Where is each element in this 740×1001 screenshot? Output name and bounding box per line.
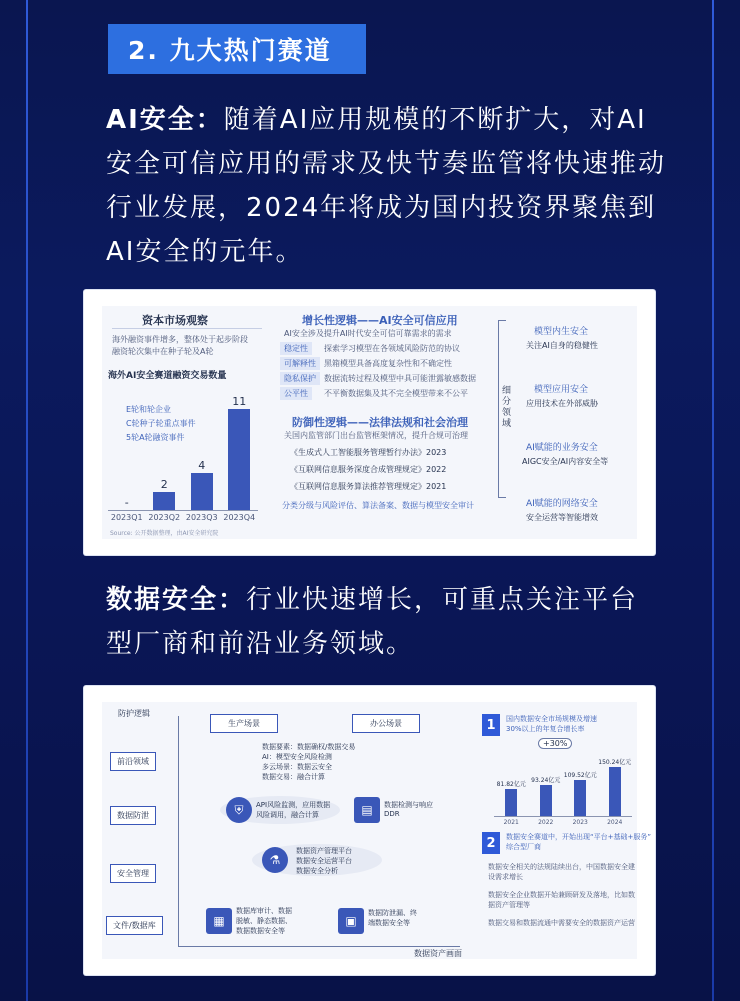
api-shield-icon: ⛨ [226,797,252,823]
domain-title: AI赋能的网络安全 [526,499,598,509]
left-bullet: 海外融资事件增多，整体处于起步阶段 [112,335,248,344]
chart-bar [574,780,586,816]
ddr-text: 数据检测与响应 [384,801,433,809]
right-border-line [712,0,714,1001]
bar-value-label: - [124,496,129,509]
defensive-logic-sub: 关国内监管部门出台监管框架情况，提升合规可治理 [284,431,468,440]
funding-bar-chart [108,386,258,524]
platform-text: 数据资产管理平台 [296,847,352,855]
chart-bar [540,785,552,816]
api-text: 风险调用，融合计算 [256,811,319,819]
bar-category-label: 2024 [607,819,623,826]
panel2-bullet: 数据交易和数据流通中需要安全的数据资产运营 [488,919,635,927]
legend-item: C轮种子轮重点事件 [126,419,196,428]
platform-icon: ⚗ [262,847,288,873]
bottom-right-text: 数据防泄漏、终 [368,909,417,917]
bar-value-label: 11 [232,395,247,409]
y-label: 数据防泄 [110,806,156,825]
bottom-left-text: 数据库审计、数据 [236,907,292,915]
growth-rate-label: +30% [538,738,572,749]
top-line: 数据要素：数据确权/数据交易 [262,743,356,751]
paragraph-ai-security [106,98,666,274]
domain-sub: 应用技术在外部威胁 [526,399,598,408]
paragraph-highlight: 数据安全： [106,585,247,615]
panel1-title: 国内数据安全市场规模及增速 [506,715,597,723]
domain-title: 模型应用安全 [534,385,589,395]
law-item: 《互联网信息服务深度合成管理规定》2022 [290,465,447,474]
top-line: AI：模型安全风险检测 [262,753,332,761]
panel1-subtitle: 30%以上的年复合增长率 [506,725,585,733]
bar-value-label: 4 [198,459,206,473]
footnote: 分类分级与风险评估、算法备案、数据与模型安全审计 [282,501,474,510]
bar-value-label: 150.24亿元 [598,758,632,766]
panel2-subtitle: 综合型厂商 [506,843,541,851]
bottom-left-text: 脱敏、静态数据、 [236,917,292,925]
database-icon: ▦ [206,908,232,934]
domain-sub: 安全运营等智能增效 [526,513,598,522]
x-axis-title: 数据资产画面 [414,949,462,958]
bracket-label: 细分领域 [502,386,512,429]
scene-label-office: 办公场景 [352,714,420,733]
domain-sub: AIGC安全/AI内容安全等 [522,457,609,466]
row-text: 数据流转过程及模型中具可能泄露敏感数据 [324,374,476,383]
growth-logic-title: 增长性逻辑——AI安全可信应用 [302,314,458,327]
paragraph-highlight: AI安全： [106,105,224,135]
panel-number: 1 [482,714,500,736]
api-text: API风险监测，应用数据 [256,801,331,809]
chart-baseline [108,510,258,511]
figure-inner [102,702,651,959]
data-security-figure [84,686,655,975]
row-tag: 可解释性 [280,357,320,370]
chart-bar [153,492,175,510]
bar-value-label: 2 [160,477,168,491]
capital-market-title: 资本市场观察 [142,314,208,327]
row-tag: 稳定性 [280,342,312,355]
legend-item: E轮和轮企业 [126,405,172,414]
y-label: 安全管理 [110,864,156,883]
ddr-monitor-icon: ▤ [354,797,380,823]
bar-category-label: 2023Q1 [110,513,143,522]
y-label: 文件/数据库 [106,916,163,935]
top-line: 数据交易：融合计算 [262,773,325,781]
bar-category-label: 2023Q4 [223,513,256,522]
domain-title: AI赋能的业务安全 [526,443,598,453]
panel2-bullet: 数据安全企业数据开始兼顾研发及落地，比如数据资产管理等 [488,891,635,909]
growth-logic-sub: AI安全涉及提升AI时代安全可信可靠需求的需求 [284,329,452,338]
ai-security-figure [84,290,655,555]
law-item: 《互联网信息服务算法推荐管理规定》2021 [290,482,447,491]
figure-inner [102,306,637,539]
row-text: 探索学习模型在各领域风险防范的协议 [324,344,460,353]
paragraph-data-security [106,578,666,666]
x-axis-line [178,946,460,947]
domain-title: 模型内生安全 [534,327,589,337]
platform-text: 数据安全分析 [296,867,338,875]
paragraph-body: 随着AI应用规模的不断扩大，对AI安全可信应用的需求及快节奏监管将快速推动行业发展，2024年将成为国内投资界聚焦到AI安全的元年。 [106,105,667,267]
divider [112,328,262,329]
panel2-title: 数据安全赛道中，开始出现“平台+基础+服务” [506,833,651,841]
bottom-left-text: 数据数据安全等 [236,927,285,935]
y-axis-title: 防护逻辑 [118,709,150,718]
bar-category-label: 2023Q3 [185,513,218,522]
chart-bar [505,789,517,816]
left-bullet: 融资轮次集中在种子轮及A轮 [112,347,214,356]
paragraph-body: 行业快速增长，可重点关注平台型厂商和前沿业务领域。 [106,585,639,659]
chart-bar [609,767,621,816]
market-bar-chart [484,736,632,828]
pdf-file-icon: ▣ [338,908,364,934]
left-border-line [26,0,28,1001]
bar-category-label: 2023 [572,819,588,826]
row-tag: 隐私保护 [280,372,320,385]
platform-text: 数据安全运营平台 [296,857,352,865]
y-axis-line [178,716,179,946]
bar-category-label: 2023Q2 [148,513,181,522]
row-text: 黑箱模型具备高度复杂性和不确定性 [324,359,452,368]
chart-title: 海外AI安全赛道融资交易数量 [108,371,227,381]
bar-value-label: 81.82亿元 [496,781,526,789]
panel-number: 2 [482,832,500,854]
y-label: 前沿领域 [110,752,156,771]
domain-sub: 关注AI自身的稳健性 [526,341,598,350]
chart-baseline [494,816,632,817]
ddr-text: DDR [384,810,400,818]
source-note: Source: 公开数据整理，由AI安全研究院 [110,530,219,537]
top-line: 多云场景：数据云安全 [262,763,332,771]
row-text: 不平衡数据集及其不完全模型带来不公平 [324,389,468,398]
section-title: 2. 九大热门赛道 [108,24,366,74]
bar-category-label: 2022 [538,819,554,826]
bar-value-label: 93.24亿元 [531,777,561,785]
law-item: 《生成式人工智能服务管理暂行办法》2023 [290,448,447,457]
chart-bar [228,409,250,510]
legend-item: 5轮A轮融资事件 [126,433,185,442]
bottom-right-text: 端数据安全等 [368,919,410,927]
defensive-logic-title: 防御性逻辑——法律法规和社会治理 [292,416,468,429]
panel2-bullet: 数据安全相关的法规陆续出台，中国数据安全建设需求增长 [488,863,635,881]
bar-value-label: 109.52亿元 [563,771,597,779]
scene-label-production: 生产场景 [210,714,278,733]
row-tag: 公平性 [280,387,312,400]
bar-category-label: 2021 [503,819,519,826]
chart-bar [191,473,213,510]
